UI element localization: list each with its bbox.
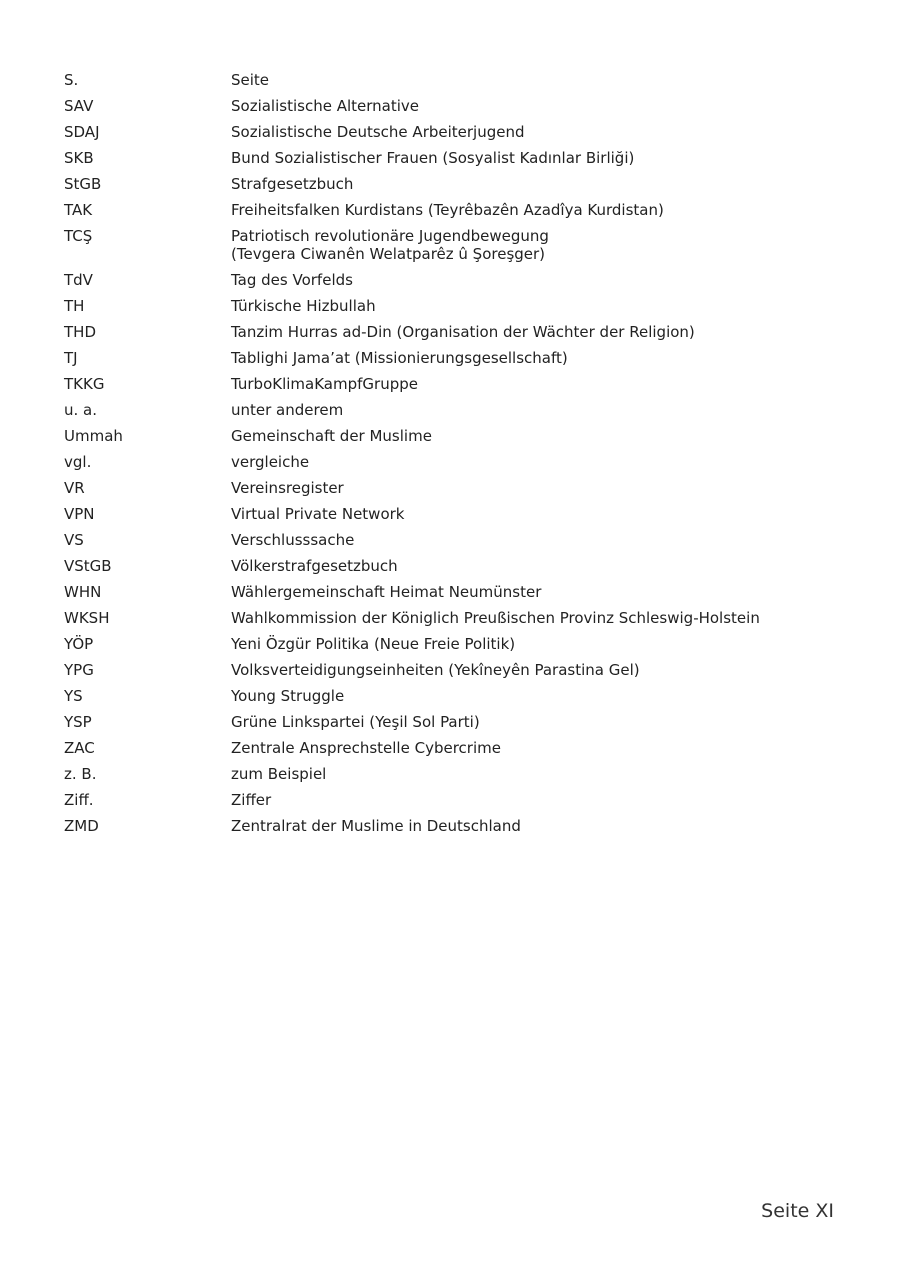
abbreviation-row (64, 605, 844, 631)
abbreviation-term: TKKG (64, 375, 105, 393)
abbreviation-definition: Sozialistische Alternative (231, 97, 419, 115)
abbreviation-definition: Ziffer (231, 791, 272, 809)
abbreviation-definition: Wählergemeinschaft Heimat Neumünster (231, 583, 542, 601)
abbreviation-row (64, 657, 844, 683)
abbreviation-row (64, 371, 844, 397)
abbreviation-row (64, 761, 844, 787)
abbreviation-term: vgl. (64, 453, 92, 471)
abbreviation-term: TJ (64, 349, 78, 367)
abbreviation-row (64, 787, 844, 813)
abbreviation-row (64, 145, 844, 171)
abbreviation-definition: Sozialistische Deutsche Arbeiterjugend (231, 123, 525, 141)
abbreviation-definition: Virtual Private Network (231, 505, 405, 523)
abbreviation-row (64, 93, 844, 119)
abbreviation-row (64, 119, 844, 145)
abbreviation-row (64, 579, 844, 605)
abbreviation-definition: Bund Sozialistischer Frauen (Sosyalist Kadınlar Birliği) (231, 149, 635, 167)
abbreviation-definition: Young Struggle (231, 687, 345, 705)
abbreviation-row (64, 709, 844, 735)
abbreviation-row (64, 813, 844, 839)
abbreviation-definition: Wahlkommission der Königlich Preußischen Provinz Schleswig-Holstein (231, 609, 760, 627)
abbreviation-row (64, 735, 844, 761)
abbreviation-row (64, 475, 844, 501)
abbreviation-row (64, 319, 844, 345)
abbreviation-definition: Tablighi Jama’at (Missionierungsgesellschaft) (231, 349, 568, 367)
abbreviation-row (64, 553, 844, 579)
abbreviation-row (64, 527, 844, 553)
abbreviation-row (64, 197, 844, 223)
abbreviation-definition: Zentralrat der Muslime in Deutschland (231, 817, 521, 835)
abbreviation-term: VR (64, 479, 85, 497)
abbreviation-term: SKB (64, 149, 94, 167)
abbreviation-term: z. B. (64, 765, 97, 783)
abbreviation-term: YPG (64, 661, 94, 679)
abbreviation-term: VStGB (64, 557, 112, 575)
abbreviation-row (64, 683, 844, 709)
abbreviation-definition: TurboKlimaKampfGruppe (231, 375, 418, 393)
abbreviation-definition: Gemeinschaft der Muslime (231, 427, 432, 445)
abbreviation-definition: zum Beispiel (231, 765, 327, 783)
abbreviation-row (64, 67, 844, 93)
abbreviation-term: TCŞ (64, 227, 93, 245)
abbreviation-definition: Yeni Özgür Politika (Neue Freie Politik) (231, 635, 516, 653)
abbreviation-definition: Grüne Linkspartei (Yeşil Sol Parti) (231, 713, 480, 731)
abbreviation-term: THD (64, 323, 96, 341)
abbreviation-term: YÖP (64, 635, 94, 653)
abbreviation-row (64, 501, 844, 527)
abbreviation-term: WHN (64, 583, 102, 601)
abbreviation-term: TdV (64, 271, 93, 289)
abbreviation-definition: Zentrale Ansprechstelle Cybercrime (231, 739, 501, 757)
abbreviation-term: VPN (64, 505, 95, 523)
abbreviation-definition: vergleiche (231, 453, 310, 471)
abbreviation-row (64, 171, 844, 197)
abbreviation-term: Ummah (64, 427, 123, 445)
abbreviation-definition: Seite (231, 71, 270, 89)
abbreviation-row (64, 267, 844, 293)
abbreviation-definition: Tag des Vorfelds (231, 271, 353, 289)
abbreviation-definition: Patriotisch revolutionäre Jugendbewegung (Tevgera Ciwanên Welatparêz û Şoreşger) (231, 227, 549, 263)
abbreviation-row (64, 223, 844, 267)
abbreviation-row (64, 631, 844, 657)
abbreviation-term: SDAJ (64, 123, 100, 141)
abbreviation-row (64, 397, 844, 423)
abbreviation-term: TH (64, 297, 85, 315)
abbreviation-term: WKSH (64, 609, 110, 627)
abbreviation-definition: Verschlusssache (231, 531, 355, 549)
abbreviation-definition: Türkische Hizbullah (231, 297, 376, 315)
abbreviation-row (64, 345, 844, 371)
abbreviation-definition: Völkerstrafgesetzbuch (231, 557, 398, 575)
abbreviation-term: Ziff. (64, 791, 94, 809)
abbreviation-term: S. (64, 71, 79, 89)
abbreviation-term: u. a. (64, 401, 98, 419)
abbreviation-term: TAK (64, 201, 93, 219)
abbreviation-definition: unter anderem (231, 401, 344, 419)
abbreviation-definition: Volksverteidigungseinheiten (Yekîneyên Parastina Gel) (231, 661, 640, 679)
abbreviation-term: VS (64, 531, 84, 549)
abbreviation-term: StGB (64, 175, 102, 193)
abbreviation-definition: Strafgesetzbuch (231, 175, 354, 193)
abbreviation-row (64, 449, 844, 475)
abbreviation-definition: Vereinsregister (231, 479, 344, 497)
abbreviation-term: YS (64, 687, 83, 705)
abbreviation-term: ZAC (64, 739, 95, 757)
abbreviation-list (64, 67, 844, 839)
abbreviation-definition: Tanzim Hurras ad-Din (Organisation der Wächter der Religion) (231, 323, 695, 341)
page-number: Seite XI (761, 1200, 834, 1222)
abbreviation-term: SAV (64, 97, 94, 115)
abbreviation-row (64, 423, 844, 449)
abbreviation-row (64, 293, 844, 319)
abbreviation-term: YSP (64, 713, 92, 731)
abbreviation-definition: Freiheitsfalken Kurdistans (Teyrêbazên Azadîya Kurdistan) (231, 201, 664, 219)
abbreviation-term: ZMD (64, 817, 99, 835)
